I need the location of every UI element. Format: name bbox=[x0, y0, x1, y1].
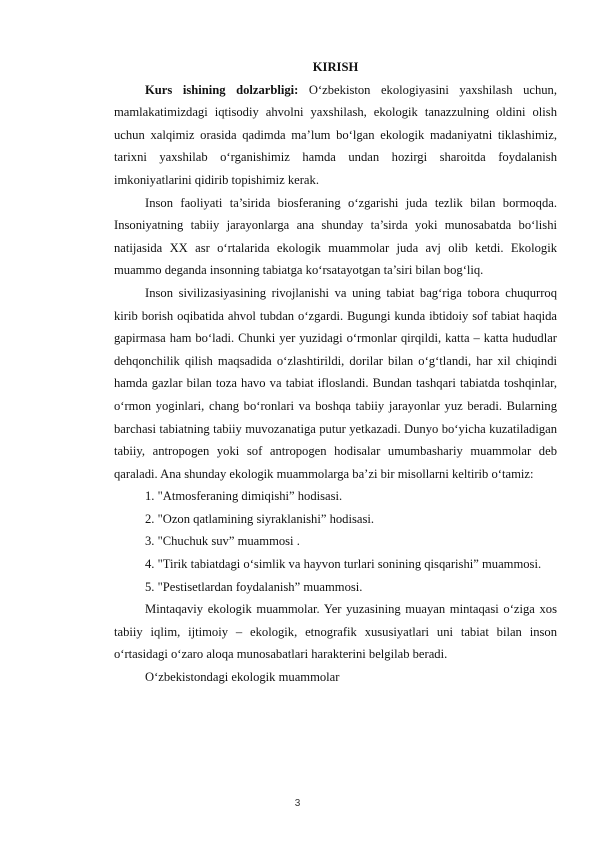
paragraph-2: Inson sivilizasiyasining rivojlanishi va uning tabiat bag‘riga tobora chuqurroq kirib borish oqibatida ahvol tubdan o‘zgardi. Bugungi kunda ibtidoiy sof tabiat haqida gapirmasa ham bo‘ladi. Chunki yer yuzidagi o‘rmonlar qirqildi, katta – katta hududlar dehqonchilik qilish maqsadida o‘zlashtirildi, dorilar bilan o‘g‘tlandi, har xil chiqindi hamda gazlar bilan toza havo va tabiat ifloslandi. Bundan tashqari tabiatda toshqinlar, o‘rmon yoginlari, chang bo‘ronlari va boshqa tabiiy jarayonlar yuz beradi. Bularning barchasi tabiatning tabiiy muvozanatiga putur yetkazadi. Dunyo bo‘yicha kuzatiladigan tabiiy, antropogen yoki sof antropogen hodisalar umumbashariy muammolar deb qaraladi. Ana shunday ekologik muammolarga ba’zi bir misollarni keltirib o‘tamiz: bbox=[114, 285, 557, 481]
closing-paragraph: Mintaqaviy ekologik muammolar. Yer yuzasining muayan mintaqasi o‘ziga xos tabiiy iqlim, ijtimoiy – ekologik, etnografik xususiyatlari uni tabiat bilan inson o‘rtasidagi o‘zaro aloqa munosabatlari harakterini belgilab beradi. bbox=[114, 602, 557, 662]
section-heading: O‘zbekistondagi ekologik muammolar bbox=[145, 670, 340, 685]
paragraph-1: Inson faoliyati ta’sirida biosferaning o‘zgarishi juda tezlik bilan bormoqda. Insoniyatning tabiiy jarayonlarga ana shunday ta’sirda yoki munosabatda bo‘lishi natijasida XX asr o‘rtalarida ekologik muammolar juda avj olib ketdi. Ekologik muammo deganda insonning tabiatga ko‘rsatayotgan ta’siri bilan bog‘liq. bbox=[114, 195, 557, 278]
intro-text: O‘zbekiston ekologiyasini yaxshilash uchun, mamlakatimizdagi iqtisodiy ahvolni yaxshilash, ekologik tanazzulning oldini olish uchun xalqimiz orasida qadimda ma’lum bo‘lgan ekologik madaniyatni tiklashimiz, tarixni yaxshilab o‘rganishimiz hamda undan hozirgi sharoitda foydalanish imkoniyatlarini qidirib topishimiz kerak. bbox=[114, 82, 557, 187]
intro-label: Kurs ishining dolzarbligi: bbox=[145, 82, 299, 97]
list-item-5: 5. "Pestisetlardan foydalanish” muammosi. bbox=[145, 579, 363, 594]
page-content bbox=[114, 56, 557, 689]
list-item-1: 1. "Atmosferaning dimiqishi” hodisasi. bbox=[145, 489, 343, 504]
intro-paragraph bbox=[114, 79, 557, 192]
list-item-4: 4. "Tirik tabiatdagi o‘simlik va hayvon turlari sonining qisqarishi” muammosi. bbox=[145, 557, 542, 572]
page-title: KIRISH bbox=[312, 60, 359, 74]
page-number: 3 bbox=[294, 798, 301, 809]
list-item-3: 3. "Chuchuk suv” muammosi . bbox=[145, 534, 300, 549]
list-item-2: 2. "Ozon qatlamining siyraklanishi” hodisasi. bbox=[145, 511, 374, 526]
